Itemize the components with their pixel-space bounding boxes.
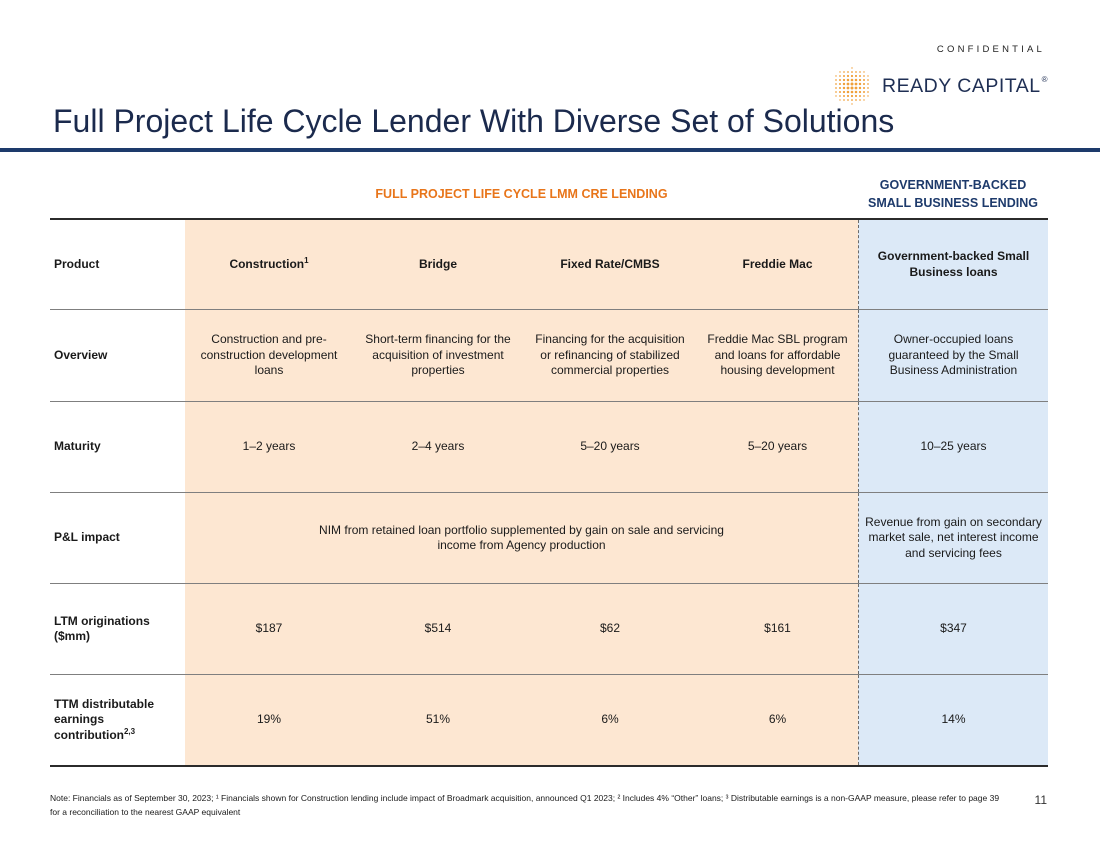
cell-pl-sba: Revenue from gain on secondary market sale, net interest income and servicing fees xyxy=(858,493,1048,583)
section-header-row xyxy=(50,170,1048,218)
table-row-ttm-earnings xyxy=(50,674,1048,765)
logo-text: READY CAPITAL® xyxy=(882,74,1048,97)
title-rule xyxy=(0,148,1100,152)
row-label-product: Product xyxy=(50,220,185,309)
cell-ttm-fixed-rate: 6% xyxy=(523,675,697,765)
cell-ltm-freddie-mac: $161 xyxy=(697,584,858,674)
row-label-overview: Overview xyxy=(50,310,185,401)
cell-product-bridge: Bridge xyxy=(353,220,523,309)
cell-overview-freddie-mac: Freddie Mac SBL program and loans for affordable housing development xyxy=(697,310,858,401)
row-label-pl-impact: P&L impact xyxy=(50,493,185,583)
cell-ttm-bridge: 51% xyxy=(353,675,523,765)
section-header-lmm-cre: FULL PROJECT LIFE CYCLE LMM CRE LENDING xyxy=(375,187,668,201)
cell-ttm-construction: 19% xyxy=(185,675,353,765)
logo-dots-icon xyxy=(830,66,874,106)
page-title: Full Project Life Cycle Lender With Diverse Set of Solutions xyxy=(53,103,895,139)
table-row-pl-impact xyxy=(50,492,1048,583)
cell-ltm-fixed-rate: $62 xyxy=(523,584,697,674)
lending-products-table xyxy=(50,170,1048,767)
cell-maturity-construction: 1–2 years xyxy=(185,402,353,492)
page-number: 11 xyxy=(1034,793,1047,807)
row-label-maturity: Maturity xyxy=(50,402,185,492)
cell-product-construction: Construction$^1$ xyxy=(185,220,353,309)
cell-pl-lmm-cre: NIM from retained loan portfolio supplemented by gain on sale and servicing income from Agency production xyxy=(185,493,858,583)
table-row-ltm-originations xyxy=(50,583,1048,674)
table-body xyxy=(50,218,1048,767)
cell-ltm-construction: $187 xyxy=(185,584,353,674)
table-row-product xyxy=(50,220,1048,309)
cell-ttm-sba: 14% xyxy=(858,675,1048,765)
cell-product-sba: Government-backed Small Business loans xyxy=(858,220,1048,309)
cell-maturity-freddie-mac: 5–20 years xyxy=(697,402,858,492)
row-label-ttm-earnings: TTM distributable earnings contribution$^{2,3}$ xyxy=(50,675,185,765)
cell-overview-fixed-rate: Financing for the acquisition or refinancing of stabilized commercial properties xyxy=(523,310,697,401)
cell-overview-construction: Construction and pre-construction development loans xyxy=(185,310,353,401)
cell-maturity-sba: 10–25 years xyxy=(858,402,1048,492)
cell-maturity-bridge: 2–4 years xyxy=(353,402,523,492)
table-row-maturity xyxy=(50,401,1048,492)
table-row-overview xyxy=(50,309,1048,401)
cell-maturity-fixed-rate: 5–20 years xyxy=(523,402,697,492)
section-header-government-backed: GOVERNMENT-BACKED SMALL BUSINESS LENDING xyxy=(868,178,1038,210)
footnote: Note: Financials as of September 30, 2023; ¹ Financials shown for Construction lending include impact of Broadmark acquisition, announced Q1 2023; ² Includes 4% “Other” loans; ³ Distributable earnings is a non-GAAP measure, please refer to page 39 for a reconciliation to the nearest GAAP equivalent xyxy=(50,793,1000,817)
company-logo xyxy=(830,66,1048,106)
cell-product-freddie-mac: Freddie Mac xyxy=(697,220,858,309)
row-label-ltm-originations: LTM originations ($mm) xyxy=(50,584,185,674)
cell-product-fixed-rate: Fixed Rate/CMBS xyxy=(523,220,697,309)
confidential-label: CONFIDENTIAL xyxy=(936,44,1045,55)
cell-ltm-sba: $347 xyxy=(858,584,1048,674)
cell-ttm-freddie-mac: 6% xyxy=(697,675,858,765)
cell-overview-bridge: Short-term financing for the acquisition of investment properties xyxy=(353,310,523,401)
cell-ltm-bridge: $514 xyxy=(353,584,523,674)
cell-overview-sba: Owner-occupied loans guaranteed by the Small Business Administration xyxy=(858,310,1048,401)
